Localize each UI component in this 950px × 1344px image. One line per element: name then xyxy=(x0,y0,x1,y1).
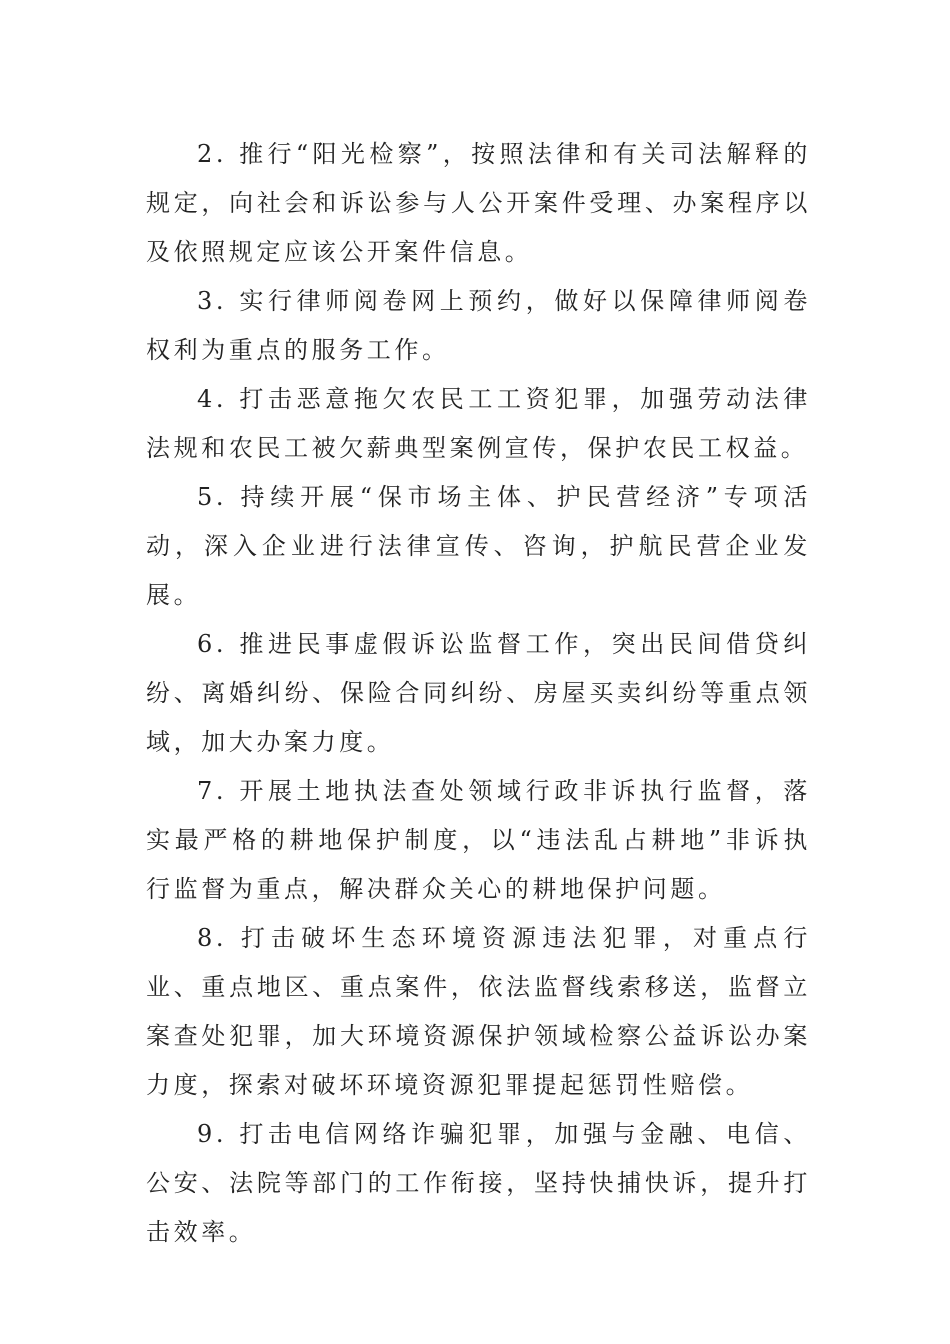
paragraph-item-7: 7. 开展土地执法查处领域行政非诉执行监督，落实最严格的耕地保护制度，以“违法乱占耕地”非诉执行监督为重点，解决群众关心的耕地保护问题。 xyxy=(146,777,811,903)
paragraph-item-6: 6. 推进民事虚假诉讼监督工作，突出民间借贷纠纷、离婚纠纷、保险合同纠纷、房屋买卖纠纷等重点领域，加大办案力度。 xyxy=(146,630,811,756)
document-body xyxy=(146,130,811,1257)
paragraph-item-5: 5. 持续开展“保市场主体、护民营经济”专项活动，深入企业进行法律宣传、咨询，护航民营企业发展。 xyxy=(146,483,811,609)
paragraph-item-2: 2. 推行“阳光检察”，按照法律和有关司法解释的规定，向社会和诉讼参与人公开案件受理、办案程序以及依照规定应该公开案件信息。 xyxy=(146,140,811,266)
paragraph-item-8: 8. 打击破坏生态环境资源违法犯罪，对重点行业、重点地区、重点案件，依法监督线索移送，监督立案查处犯罪，加大环境资源保护领域检察公益诉讼办案力度，探索对破坏环境资源犯罪提起惩罚性赔偿。 xyxy=(146,924,811,1099)
paragraph-item-4: 4. 打击恶意拖欠农民工工资犯罪，加强劳动法律法规和农民工被欠薪典型案例宣传，保护农民工权益。 xyxy=(146,385,811,462)
paragraph-item-3: 3. 实行律师阅卷网上预约，做好以保障律师阅卷权利为重点的服务工作。 xyxy=(146,287,811,364)
paragraph-item-9: 9. 打击电信网络诈骗犯罪，加强与金融、电信、公安、法院等部门的工作衔接，坚持快捕快诉，提升打击效率。 xyxy=(146,1120,811,1246)
